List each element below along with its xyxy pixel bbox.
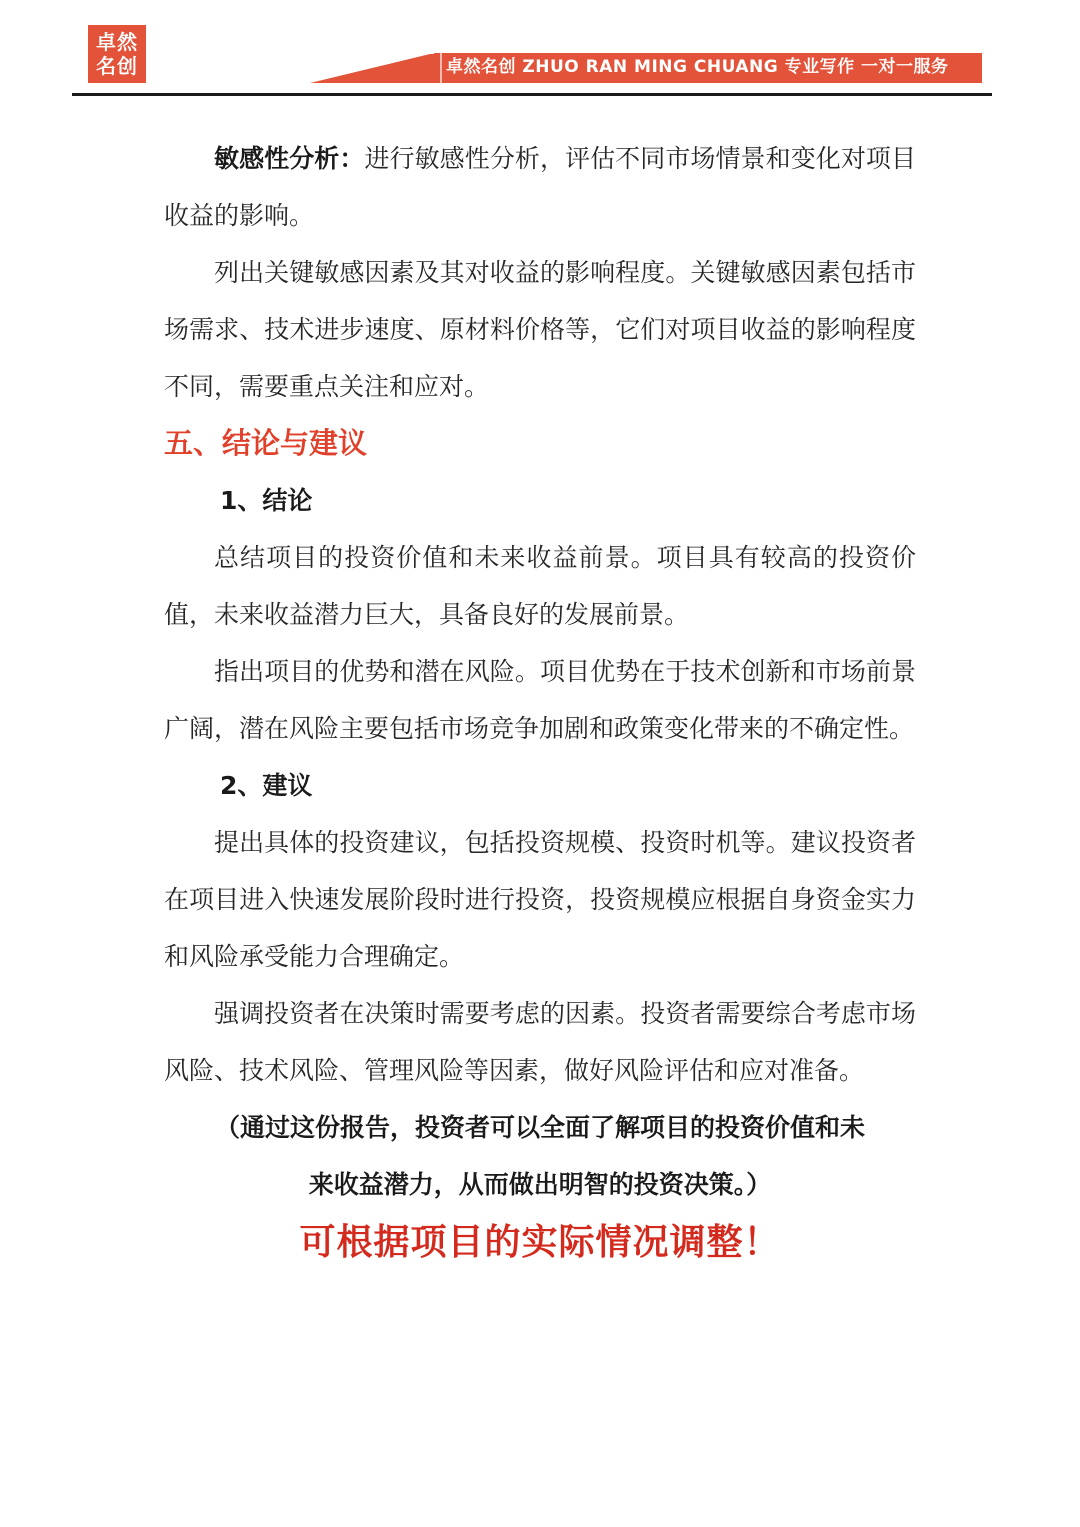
document-body [164,130,916,1273]
paragraph-lead: 敏感性分析： [214,144,365,173]
adjustment-note: 可根据项目的实际情况调整！ [299,1222,781,1263]
page-header [0,0,1080,100]
paragraph-investment-advice: 提出具体的投资建议，包括投资规模、投资时机等。建议投资者在项目进入快速发展阶段时进行投资，投资规模应根据自身资金实力和风险承受能力合理确定。 [164,828,916,971]
brand-logo [88,25,146,83]
closing-summary-line-1: （通过这份报告，投资者可以全面了解项目的投资价值和未 [214,1113,865,1142]
closing-summary-line-2: 来收益潜力，从而做出明智的投资决策。） [308,1170,772,1199]
logo-line-1: 卓然 [96,30,138,54]
logo-line-2: 名创 [96,54,138,78]
subheading-conclusion: 1、结论 [220,486,313,515]
header-banner-text: 卓然名创 ZHUO RAN MING CHUANG 专业写作 一对一服务 [446,57,949,77]
paragraph-investment-value: 总结项目的投资价值和未来收益前景。项目具有较高的投资价值，未来收益潜力巨大，具备良好的发展前景。 [164,543,916,629]
section-heading-conclusions: 五、结论与建议 [164,426,368,460]
paragraph-strengths-risks: 指出项目的优势和潜在风险。项目优势在于技术创新和市场前景广阔，潜在风险主要包括市场竞争加剧和政策变化带来的不确定性。 [164,657,916,743]
paragraph-sensitivity-analysis [164,130,916,244]
paragraph-text: 进行敏感性分析，评估不同市场情景和变化对项目收益的影响。 [164,144,916,230]
paragraph-decision-factors: 强调投资者在决策时需要考虑的因素。投资者需要综合考虑市场风险、技术风险、管理风险等因素，做好风险评估和应对准备。 [164,999,916,1085]
subheading-recommendation: 2、建议 [220,771,313,800]
header-divider [72,93,992,96]
paragraph-key-factors: 列出关键敏感因素及其对收益的影响程度。关键敏感因素包括市场需求、技术进步速度、原材料价格等，它们对项目收益的影响程度不同，需要重点关注和应对。 [164,258,916,401]
